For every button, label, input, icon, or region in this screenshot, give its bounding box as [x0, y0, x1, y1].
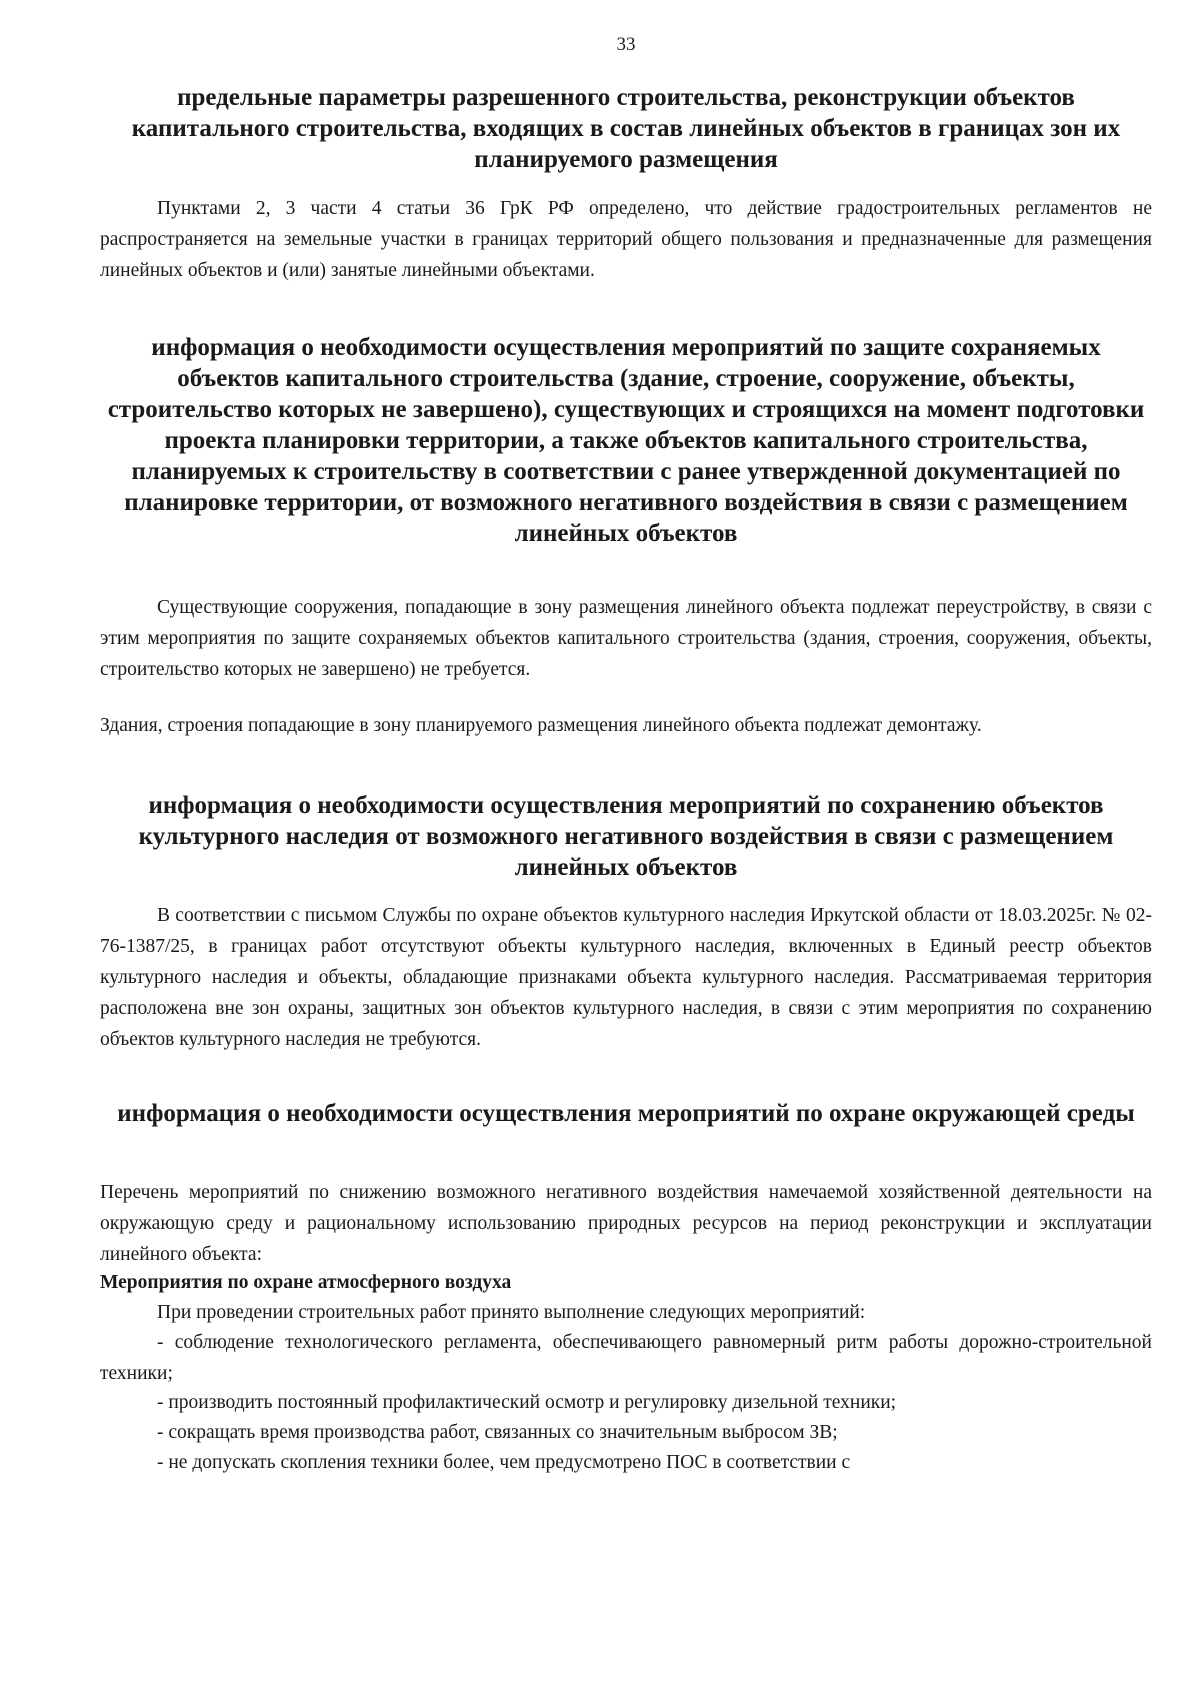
paragraph-construction-measures: При проведении строительных работ принято выполнение следующих мероприятий: — [157, 1302, 866, 1323]
heading-cultural-heritage: информация о необходимости осуществления мероприятий по сохранению объектов культурного наследия от возможного негативного воздействия в связи с размещением линейных объектов — [138, 792, 1114, 881]
paragraph-regulations: Пунктами 2, 3 части 4 статьи 36 ГрК РФ определено, что действие градостроительных регламентов не распространяется на земельные участки в границах территорий общего пользования и предназначенные для размещения линейных объектов и (или) занятые линейными объектами. — [100, 198, 1152, 281]
heading-protection-measures: информация о необходимости осуществления мероприятий по защите сохраняемых объектов капитального строительства (здание, строение, сооружение, объекты, строительство которых не завершено), существующих и строящихся на момент подготовки проекта планировки территории, а также объектов капитального строительства, планируемых к строительству в соответствии с ранее утвержденной документацией по планировке территории, от возможного негативного воздействия в связи с размещением линейных объектов — [107, 334, 1145, 547]
paragraph-measures-list-intro: Перечень мероприятий по снижению возможного негативного воздействия намечаемой хозяйственной деятельности на окружающую среду и рациональному использованию природных ресурсов на период реконструкции и эксплуатации линейного объекта: — [100, 1182, 1152, 1265]
paragraph-existing-structures: Существующие сооружения, попадающие в зону размещения линейного объекта подлежат переустройству, в связи с этим мероприятия по защите сохраняемых объектов капитального строительства (здания, строения, сооружения, объекты, строительство которых не завершено) не требуется. — [100, 597, 1152, 680]
list-item: - сокращать время производства работ, связанных со значительным выбросом ЗВ; — [157, 1422, 838, 1443]
list-item: - производить постоянный профилактический осмотр и регулировку дизельной техники; — [157, 1392, 897, 1413]
subheading-air-protection: Мероприятия по охране атмосферного воздуха — [100, 1272, 512, 1293]
list-item: - соблюдение технологического регламента, обеспечивающего равномерный ритм работы дорожно-строительной техники; — [100, 1332, 1152, 1384]
heading-building-parameters: предельные параметры разрешенного строительства, реконструкции объектов капитального строительства, входящих в состав линейных объектов в границах зон их планируемого размещения — [131, 84, 1121, 173]
paragraph-demolition: Здания, строения попадающие в зону планируемого размещения линейного объекта подлежат демонтажу. — [100, 715, 982, 736]
heading-environment: информация о необходимости осуществления мероприятий по охране окружающей среды — [117, 1100, 1135, 1127]
page-number: 33 — [616, 34, 636, 55]
list-item: - не допускать скопления техники более, чем предусмотрено ПОС в соответствии с — [157, 1452, 851, 1473]
paragraph-cultural-heritage: В соответствии с письмом Службы по охране объектов культурного наследия Иркутской области от 18.03.2025г. № 02-76-1387/25, в границах работ отсутствуют объекты культурного наследия, включенных в Единый реестр объектов культурного наследия и объекты, обладающие признаками объекта культурного наследия. Рассматриваемая территория расположена вне зон охраны, защитных зон объектов культурного наследия, в связи с этим мероприятия по сохранению объектов культурного наследия не требуются. — [100, 905, 1152, 1050]
